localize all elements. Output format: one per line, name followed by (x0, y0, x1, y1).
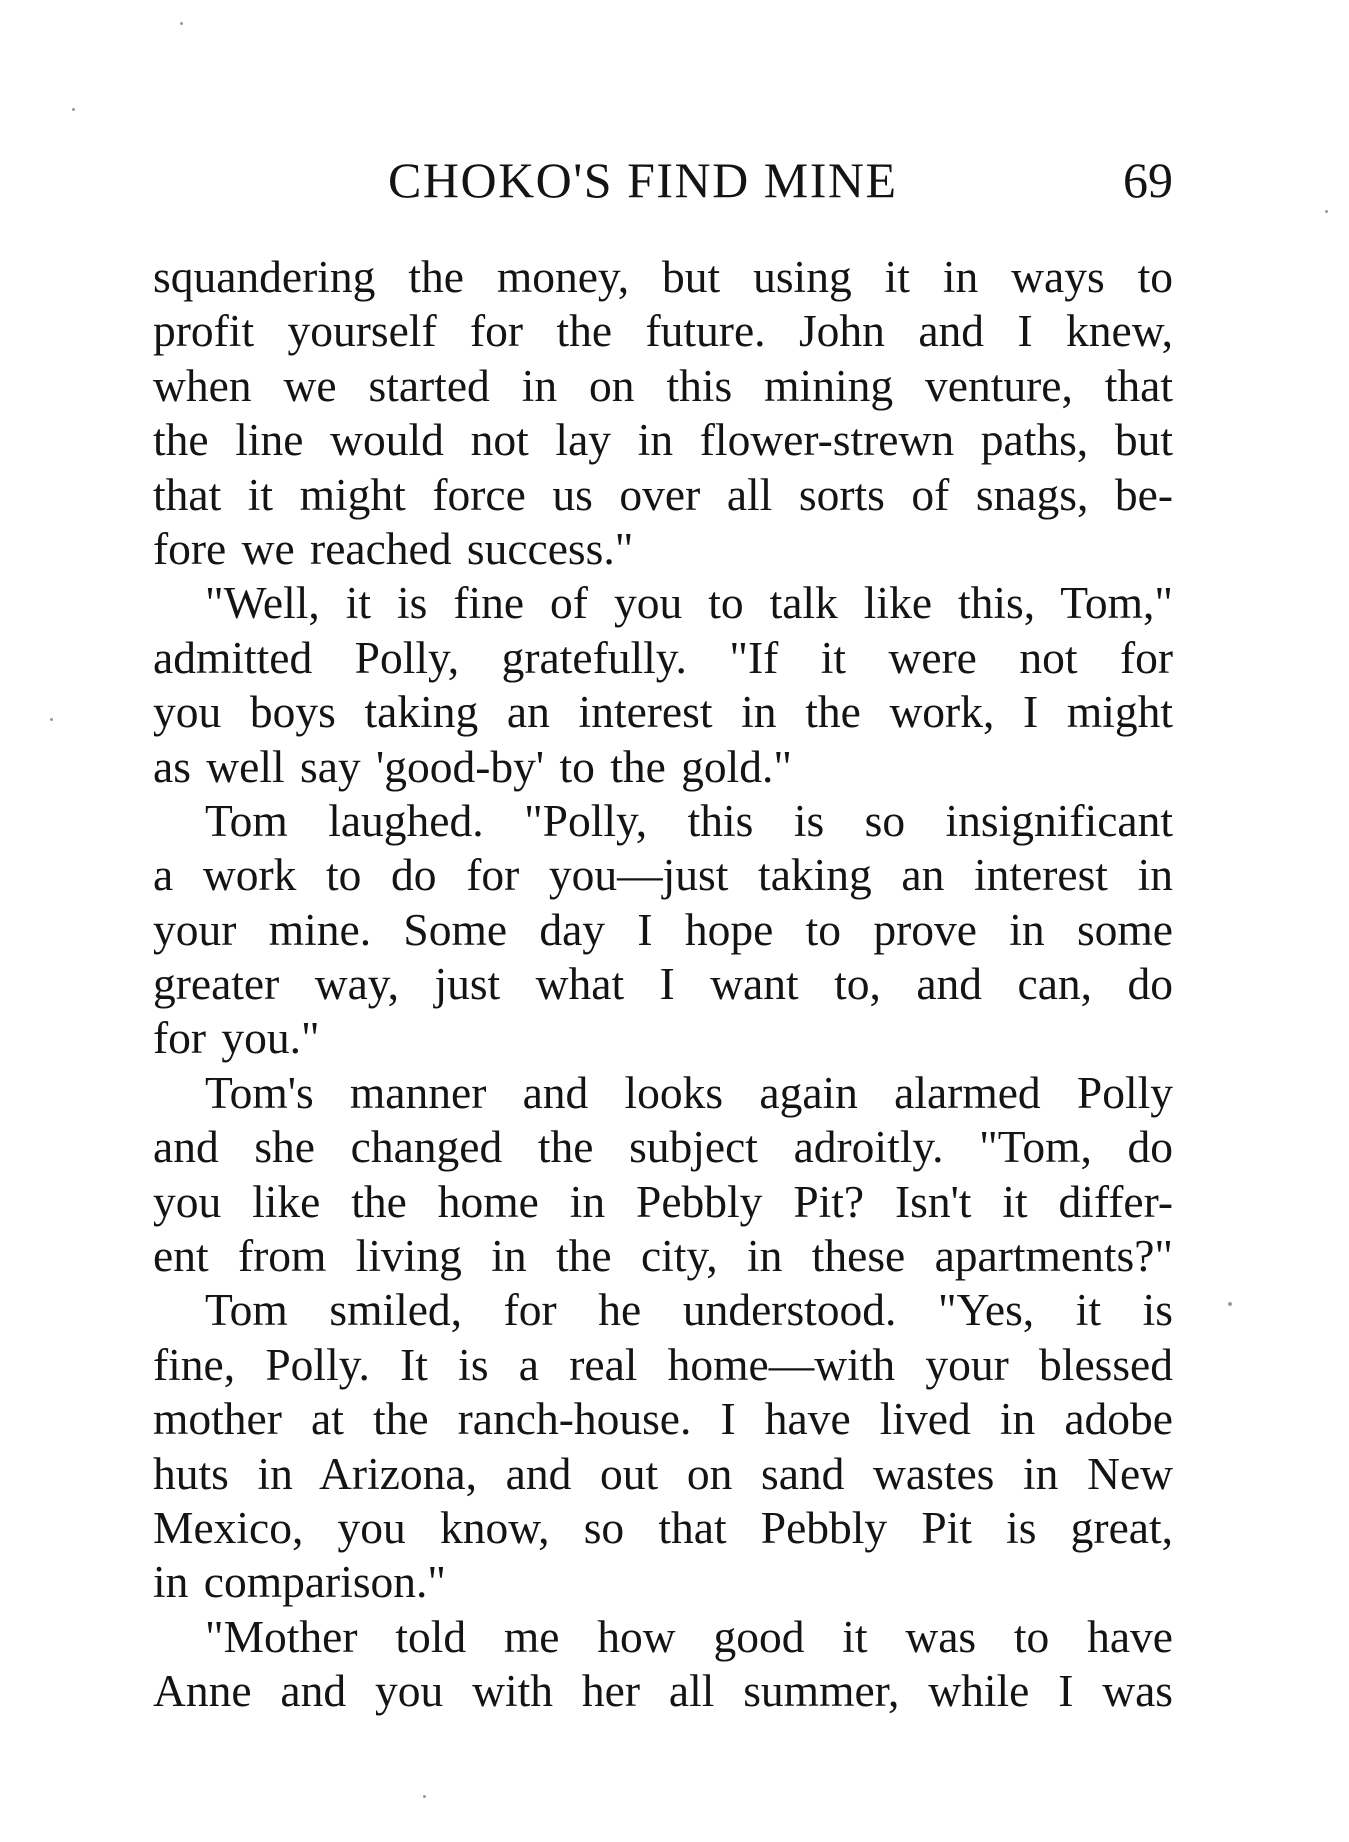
running-header (153, 150, 1173, 210)
text-line: Tom laughed. "Polly, this is so insignificant (205, 794, 1173, 846)
paragraph (153, 250, 1173, 576)
text-line: admitted Polly, gratefully. "If it were not for (153, 631, 1173, 683)
scan-speck (50, 718, 53, 721)
text-line: and she changed the subject adroitly. "Tom, do (153, 1121, 1173, 1173)
running-title: CHOKO'S FIND MINE (388, 152, 898, 208)
text-line: in comparison." (153, 1556, 446, 1608)
text-line: for you." (153, 1012, 320, 1064)
scan-speck (423, 1795, 426, 1798)
text-line: as well say 'good-by' to the gold." (153, 740, 793, 792)
text-line: you boys taking an interest in the work, I might (153, 686, 1173, 738)
text-line: greater way, just what I want to, and can, do (153, 958, 1173, 1010)
text-line: mother at the ranch-house. I have lived in adobe (153, 1393, 1173, 1445)
text-line: your mine. Some day I hope to prove in some (153, 903, 1173, 955)
paragraph (153, 1066, 1173, 1284)
text-line: huts in Arizona, and out on sand wastes in New (153, 1447, 1173, 1499)
text-line: "Well, it is fine of you to talk like this, Tom," (205, 577, 1173, 629)
scan-speck (1325, 210, 1328, 213)
text-line: Anne and you with her all summer, while I was (153, 1665, 1173, 1717)
paragraph (153, 576, 1173, 794)
paragraph (153, 1610, 1173, 1719)
text-line: ent from living in the city, in these apartments?" (153, 1230, 1173, 1282)
scan-speck (180, 22, 183, 25)
text-line: "Mother told me how good it was to have (205, 1610, 1173, 1662)
text-line: fore we reached success." (153, 522, 634, 574)
body-text (153, 250, 1173, 1719)
text-line: when we started in on this mining venture, that (153, 359, 1173, 411)
text-line: you like the home in Pebbly Pit? Isn't it differ- (153, 1175, 1173, 1227)
scan-speck (72, 108, 75, 111)
scan-speck (1228, 1302, 1232, 1306)
text-line: profit yourself for the future. John and I knew, (153, 305, 1173, 357)
page-number: 69 (1123, 152, 1173, 208)
text-line: fine, Polly. It is a real home—with your blessed (153, 1338, 1173, 1390)
text-line: the line would not lay in flower-strewn paths, but (153, 414, 1173, 466)
text-line: a work to do for you—just taking an interest in (153, 849, 1173, 901)
text-line: Tom smiled, for he understood. "Yes, it is (205, 1284, 1173, 1336)
text-line: Mexico, you know, so that Pebbly Pit is great, (153, 1501, 1173, 1553)
text-line: squandering the money, but using it in ways to (153, 251, 1173, 302)
paragraph (153, 1283, 1173, 1609)
text-line: that it might force us over all sorts of snags, be- (153, 468, 1173, 520)
text-line: Tom's manner and looks again alarmed Polly (205, 1066, 1173, 1118)
paragraph (153, 794, 1173, 1066)
